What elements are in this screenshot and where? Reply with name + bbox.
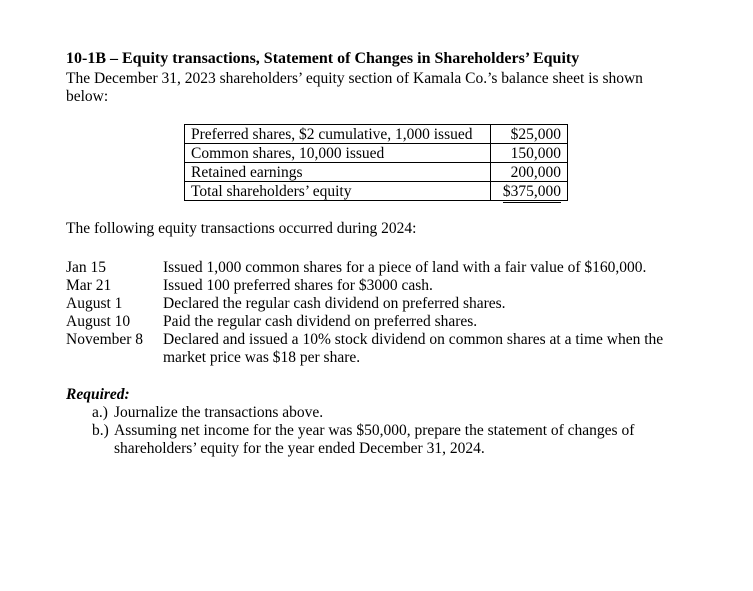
- row-label: Preferred shares, $2 cumulative, 1,000 issued: [185, 125, 491, 144]
- transaction-description: Declared and issued a 10% stock dividend on common shares at a time when the market price was $18 per share.: [163, 331, 664, 366]
- equity-section-table: [184, 124, 568, 201]
- required-heading: Required:: [66, 386, 130, 403]
- list-item: [92, 422, 692, 458]
- table-row: [185, 144, 568, 163]
- problem-title: 10-1B – Equity transactions, Statement of Changes in Shareholders’ Equity: [66, 50, 580, 67]
- transaction-date: Jan 15: [66, 259, 107, 276]
- transactions-list: [66, 259, 696, 367]
- row-amount: $375,000: [491, 182, 568, 201]
- item-marker: a.): [92, 404, 108, 421]
- table-row: [185, 125, 568, 144]
- row-amount: 150,000: [491, 144, 568, 163]
- list-item: [66, 295, 696, 313]
- row-amount: 200,000: [491, 163, 568, 182]
- list-item: [92, 404, 692, 422]
- list-item: [66, 331, 696, 367]
- row-label: Total shareholders’ equity: [185, 182, 491, 201]
- intro-paragraph: The December 31, 2023 shareholders’ equity section of Kamala Co.’s balance sheet is shown below:: [66, 70, 643, 105]
- transaction-description: Issued 100 preferred shares for $3000 cash.: [163, 277, 433, 294]
- transaction-date: August 10: [66, 313, 131, 330]
- row-label: Retained earnings: [185, 163, 491, 182]
- list-item: [66, 277, 696, 295]
- table-row-total: [185, 182, 568, 201]
- item-marker: b.): [92, 422, 109, 439]
- transaction-description: Declared the regular cash dividend on preferred shares.: [163, 295, 506, 312]
- item-text: Assuming net income for the year was $50,000, prepare the statement of changes of shareholders’ equity for the year ended December 31, 2024.: [114, 422, 635, 457]
- transaction-date: November 8: [66, 331, 144, 348]
- list-item: [66, 313, 696, 331]
- row-amount: $25,000: [491, 125, 568, 144]
- list-item: [66, 259, 696, 277]
- table-row: [185, 163, 568, 182]
- required-list: [92, 404, 692, 458]
- item-text: Journalize the transactions above.: [114, 404, 324, 421]
- transaction-description: Paid the regular cash dividend on preferred shares.: [163, 313, 478, 330]
- transactions-intro: The following equity transactions occurred during 2024:: [66, 220, 417, 237]
- transaction-date: August 1: [66, 295, 123, 312]
- transaction-date: Mar 21: [66, 277, 112, 294]
- row-label: Common shares, 10,000 issued: [185, 144, 491, 163]
- transaction-description: Issued 1,000 common shares for a piece of land with a fair value of $160,000.: [163, 259, 647, 276]
